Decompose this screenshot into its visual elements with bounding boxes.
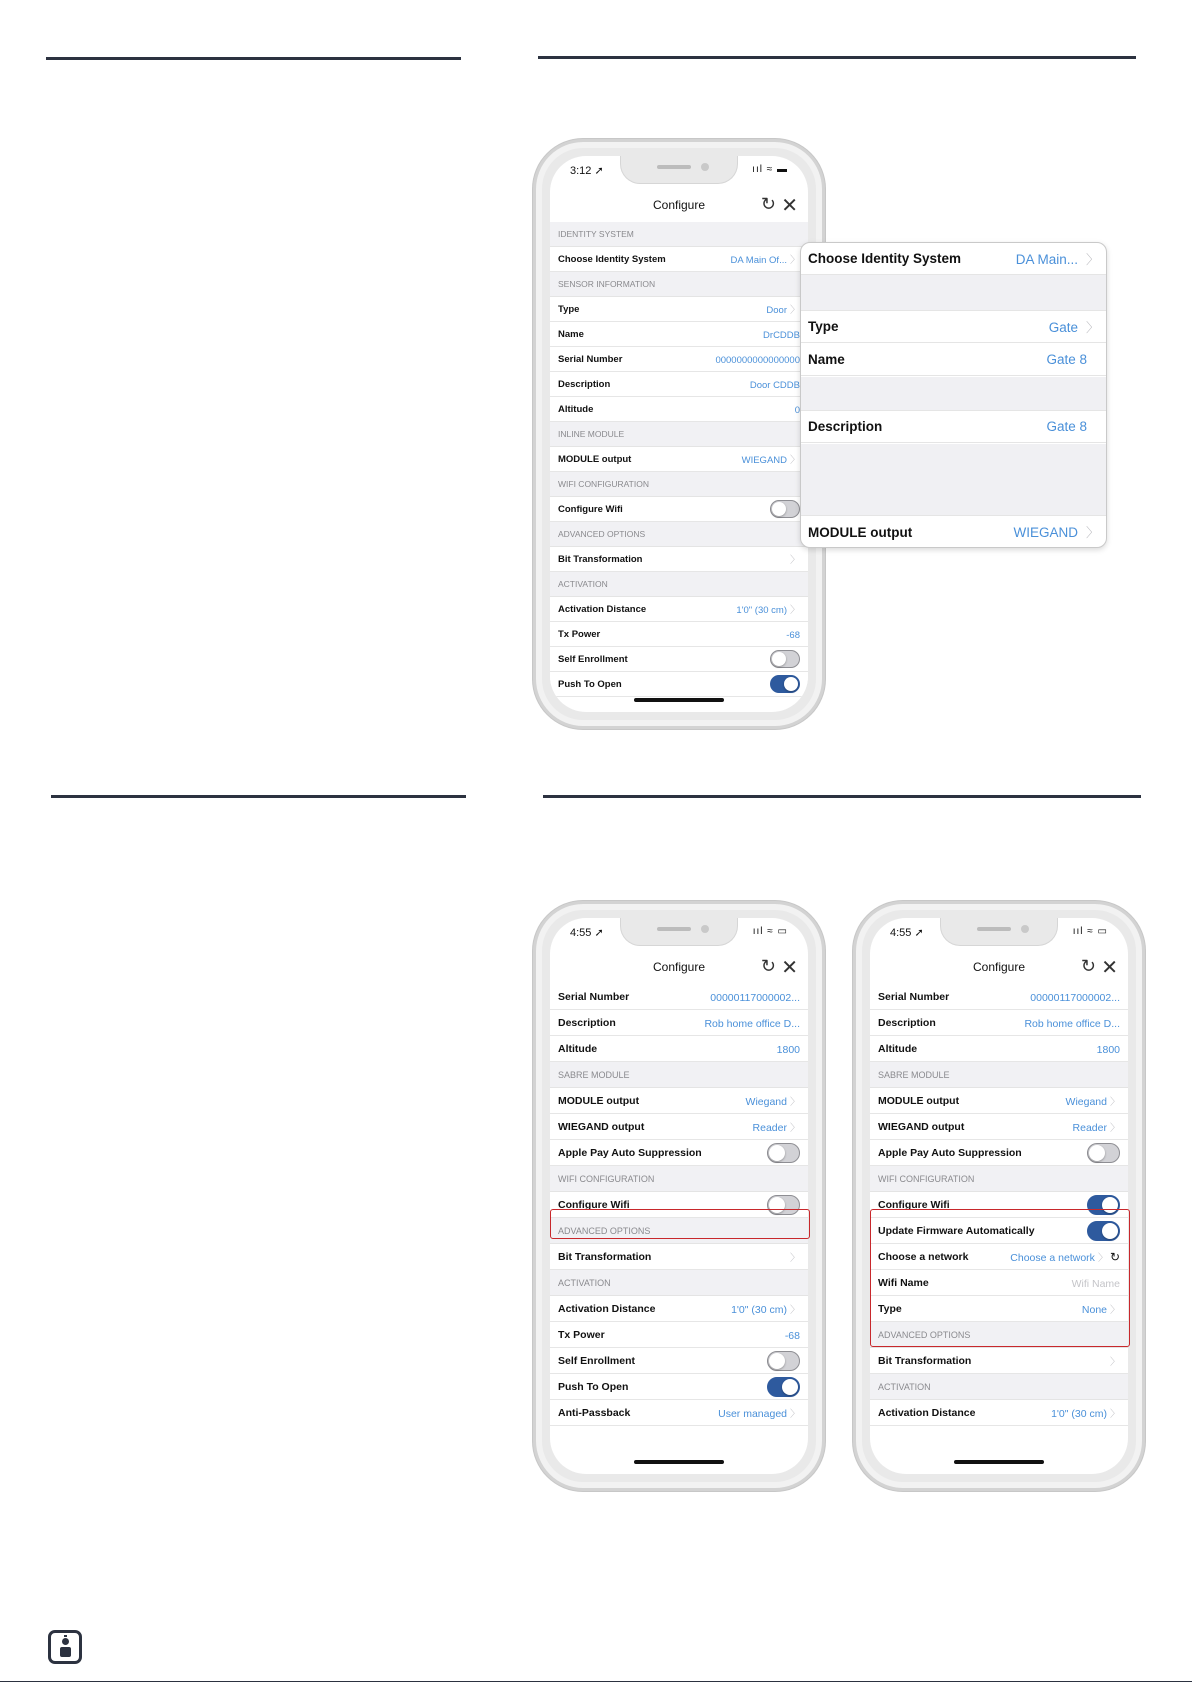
row-label: WIEGAND output [558, 1120, 645, 1133]
zoom-spacer [801, 377, 1106, 411]
row-value: 1'0" (30 cm) [736, 605, 787, 616]
row-value: -68 [784, 1329, 800, 1342]
home-indicator[interactable] [634, 698, 724, 702]
bottom-rule [0, 1681, 1192, 1682]
nav-bar [550, 952, 808, 982]
row-label: Update Firmware Automatically [878, 1224, 1035, 1237]
settings-row-altitude[interactable] [550, 1036, 808, 1062]
phone-screen [550, 918, 808, 1474]
highlight-configure-wifi [550, 1209, 810, 1239]
section-header-label: INLINE MODULE [558, 429, 625, 439]
close-icon[interactable]: ✕ [1101, 957, 1118, 979]
zoom-row-description[interactable] [801, 411, 1106, 443]
zoom-row-choose-identity[interactable] [801, 243, 1106, 275]
row-value: DA Main Of... [730, 255, 787, 266]
row-label: MODULE output [558, 453, 632, 465]
row-label: Activation Distance [558, 1302, 656, 1315]
row-value: WIEGAND [741, 455, 787, 466]
row-label: Altitude [878, 1042, 918, 1055]
status-time: 4:55 [890, 927, 912, 939]
settings-row-apple-pay-auto-suppression[interactable] [550, 1140, 808, 1166]
section-header-identity-system [550, 222, 808, 247]
chevron-right-icon: 〉 [1085, 525, 1099, 540]
row-value-group [736, 600, 800, 618]
zoom-label: Description [808, 419, 883, 434]
section-header-sabre-module [870, 1062, 1128, 1088]
home-indicator[interactable] [634, 1460, 724, 1464]
row-value: Rob home office D... [1024, 1017, 1120, 1030]
settings-row-name[interactable] [550, 322, 808, 347]
row-value-group [786, 625, 800, 643]
row-value-group [1024, 1014, 1120, 1032]
status-bar [570, 926, 788, 942]
row-value-group [1066, 1092, 1120, 1110]
zoom-label: Choose Identity System [808, 251, 962, 266]
settings-row-anti-passback[interactable] [550, 1400, 808, 1426]
settings-row-self-enrollment[interactable] [550, 647, 808, 672]
row-label: Wifi Name [878, 1276, 929, 1289]
row-label: Type [558, 303, 580, 315]
zoom-spacer [801, 444, 1106, 516]
settings-row-module-output[interactable] [870, 1088, 1128, 1114]
settings-row-altitude[interactable] [870, 1036, 1128, 1062]
section-rule-mid-right [543, 795, 1141, 798]
section-header-label: ACTIVATION [558, 579, 608, 589]
settings-list [550, 222, 808, 712]
row-value: Rob home office D... [704, 1017, 800, 1030]
row-value-group [1073, 1118, 1120, 1136]
chevron-right-icon: 〉 [790, 1304, 800, 1316]
settings-row-tx-power[interactable] [550, 1322, 808, 1348]
row-label: Push To Open [558, 678, 622, 690]
settings-row-wiegand-output[interactable] [870, 1114, 1128, 1140]
nav-title: Configure [972, 960, 1026, 974]
row-value-group [742, 450, 800, 468]
row-label: Choose a network [878, 1250, 969, 1263]
section-header-label: ACTIVATION [558, 1277, 611, 1288]
close-icon[interactable]: ✕ [781, 957, 798, 979]
row-value-group [731, 250, 801, 268]
phone-configure-identity [533, 139, 825, 729]
row-value-group [1030, 988, 1120, 1006]
section-header-label: WIFI CONFIGURATION [878, 1173, 975, 1184]
settings-row-serial-number[interactable] [870, 984, 1128, 1010]
phone-screen [550, 156, 808, 712]
section-header-label: IDENTITY SYSTEM [558, 229, 634, 239]
row-value-group [785, 1326, 800, 1344]
row-value-group [710, 988, 800, 1006]
row-value-group [731, 1300, 800, 1318]
phone-configure-wifi-off [533, 901, 825, 1491]
settings-row-choose-identity-system[interactable] [550, 247, 808, 272]
chevron-right-icon: 〉 [790, 305, 800, 316]
section-header-wifi-configuration [870, 1166, 1128, 1192]
settings-row-push-to-open[interactable] [550, 1374, 808, 1400]
row-label: WIEGAND output [878, 1120, 965, 1133]
section-header-label: SENSOR INFORMATION [558, 279, 656, 289]
row-label: Push To Open [558, 1380, 629, 1393]
row-label: Bit Transformation [558, 1250, 652, 1263]
section-header-sensor-information [550, 272, 808, 297]
settings-row-module-output[interactable] [550, 447, 808, 472]
row-label: Description [558, 1016, 616, 1029]
row-value: Reader [752, 1121, 787, 1134]
section-rule-mid-left [51, 795, 466, 798]
chevron-right-icon: 〉 [1085, 319, 1099, 335]
zoom-row-name[interactable] [801, 344, 1106, 376]
row-value: -68 [786, 630, 800, 641]
settings-row-altitude[interactable] [550, 397, 808, 422]
row-label: Activation Distance [878, 1406, 976, 1419]
section-header-advanced-options [550, 522, 808, 547]
settings-row-activation-distance[interactable] [550, 1296, 808, 1322]
chevron-right-icon: 〉 [1110, 1356, 1120, 1368]
row-value: 00000117000002... [1030, 991, 1120, 1004]
row-label: Altitude [558, 1042, 598, 1055]
row-label: Bit Transformation [558, 553, 643, 565]
status-bar [890, 926, 1108, 942]
section-header-label: SABRE MODULE [878, 1069, 950, 1080]
refresh-icon[interactable]: ↻ [1080, 956, 1096, 976]
toggle-switch[interactable] [770, 500, 800, 518]
row-label: Configure Wifi [558, 1198, 630, 1211]
settings-row-apple-pay-auto-suppression[interactable] [870, 1140, 1128, 1166]
section-header-label: WIFI CONFIGURATION [558, 479, 649, 489]
home-indicator[interactable] [954, 1460, 1044, 1464]
section-header-label: ADVANCED OPTIONS [558, 529, 646, 539]
refresh-icon[interactable]: ↻ [1109, 1249, 1120, 1264]
zoom-value: Gate 8 [1046, 352, 1087, 367]
highlight-wifi-settings [870, 1209, 1130, 1347]
row-value: Door CDDB [749, 380, 800, 391]
zoom-row-type[interactable] [801, 311, 1106, 343]
row-value: 1800 [1096, 1043, 1120, 1056]
location-arrow-icon: ➚ [594, 165, 604, 177]
zoom-value: Gate 8 [1046, 419, 1087, 434]
row-value: User managed [718, 1407, 787, 1420]
section-header-activation [550, 572, 808, 597]
row-label: Bit Transformation [878, 1354, 972, 1367]
settings-row-activation-distance[interactable] [550, 597, 808, 622]
zoom-value: Gate [1048, 319, 1078, 335]
row-label: Serial Number [878, 990, 950, 1003]
row-label: Tx Power [558, 628, 601, 640]
section-header-label: WIFI CONFIGURATION [558, 1173, 655, 1184]
row-label: Serial Number [558, 353, 623, 365]
row-label: Activation Distance [558, 603, 647, 615]
row-label: Name [558, 328, 584, 340]
toggle-switch[interactable] [770, 650, 800, 668]
row-label: MODULE output [558, 1094, 640, 1107]
row-label: Configure Wifi [878, 1198, 950, 1211]
zoom-spacer [801, 275, 1106, 311]
location-arrow-icon: ➚ [914, 927, 924, 939]
section-rule-top-left [46, 57, 461, 60]
row-label: Description [558, 378, 611, 390]
toggle-switch[interactable] [767, 1377, 800, 1397]
row-value-group [753, 1118, 800, 1136]
row-value: 0000000000000000 [715, 355, 800, 366]
chevron-right-icon: 〉 [790, 1122, 800, 1134]
settings-row-tx-power[interactable] [550, 622, 808, 647]
zoom-label: MODULE output [808, 524, 913, 540]
section-header-sabre-module [550, 1062, 808, 1088]
section-header-label: ADVANCED OPTIONS [558, 1225, 651, 1236]
section-header-activation [550, 1270, 808, 1296]
row-value-group [718, 1404, 800, 1422]
row-value: Choose a network [1010, 1251, 1095, 1264]
location-arrow-icon: ➚ [594, 927, 604, 939]
zoom-label: Type [808, 319, 839, 334]
nav-title: Configure [652, 198, 706, 212]
chevron-right-icon: 〉 [790, 1408, 800, 1420]
row-label: Tx Power [558, 1328, 605, 1341]
row-value-group [1051, 1404, 1120, 1422]
row-value-group [763, 325, 800, 343]
refresh-icon[interactable]: ↻ [760, 194, 776, 214]
phone-configure-wifi-on [853, 901, 1145, 1491]
settings-row-serial-number[interactable] [550, 984, 808, 1010]
settings-row-bit-transformation[interactable] [550, 547, 808, 572]
row-value-group [746, 1092, 800, 1110]
toggle-switch[interactable] [1087, 1143, 1120, 1163]
section-rule-top-right [538, 56, 1136, 59]
zoom-label: Name [808, 352, 845, 367]
section-header-label: ACTIVATION [878, 1381, 931, 1392]
status-bar [570, 164, 788, 180]
chevron-right-icon: 〉 [1110, 1096, 1120, 1108]
close-icon[interactable]: ✕ [781, 195, 798, 217]
refresh-icon[interactable]: ↻ [760, 956, 776, 976]
row-value: 00000117000002... [710, 991, 800, 1004]
settings-row-description[interactable] [870, 1010, 1128, 1036]
section-header-label: SABRE MODULE [558, 1069, 630, 1080]
phone-screen [870, 918, 1128, 1474]
row-value: Wiegand [1065, 1095, 1107, 1108]
zoom-value: DA Main... [1015, 251, 1078, 267]
row-value-group [787, 550, 800, 568]
settings-row-bit-transformation[interactable] [550, 1244, 808, 1270]
section-header-wifi-configuration [550, 472, 808, 497]
status-time: 4:55 [570, 927, 592, 939]
section-header-wifi-configuration [550, 1166, 808, 1192]
row-value-group [787, 1248, 800, 1266]
row-value: None [1081, 1303, 1107, 1316]
chevron-right-icon: 〉 [1085, 251, 1099, 267]
row-value: 1'0" (30 cm) [731, 1303, 787, 1316]
row-label: Anti-Passback [558, 1406, 631, 1419]
row-label: Altitude [558, 403, 594, 415]
chevron-right-icon: 〉 [790, 455, 800, 466]
row-label: Apple Pay Auto Suppression [558, 1146, 702, 1159]
row-value: 0 [794, 405, 800, 416]
settings-row-activation-distance[interactable] [870, 1400, 1128, 1426]
chevron-right-icon: 〉 [790, 1252, 800, 1264]
settings-row-self-enrollment[interactable] [550, 1348, 808, 1374]
row-value-group [766, 300, 800, 318]
settings-row-push-to-open[interactable] [550, 672, 808, 697]
row-value: 1800 [776, 1043, 800, 1056]
nav-title: Configure [652, 960, 706, 974]
row-value: DrCDDB [763, 330, 800, 341]
row-value-group [750, 375, 800, 393]
row-label: Choose Identity System [558, 253, 666, 265]
row-value-group [715, 350, 800, 368]
toggle-switch[interactable] [767, 1351, 800, 1371]
settings-row-bit-transformation[interactable] [870, 1348, 1128, 1374]
nav-bar [550, 190, 808, 220]
row-label: Type [878, 1302, 902, 1315]
row-value: Wiegand [745, 1095, 787, 1108]
row-value: Reader [1072, 1121, 1107, 1134]
row-value: Door [766, 305, 787, 316]
settings-row-type[interactable] [550, 297, 808, 322]
chevron-right-icon: 〉 [1097, 1252, 1108, 1264]
status-icons: ııl ≈ ▭ [752, 926, 788, 937]
row-value-group [1107, 1352, 1120, 1370]
row-label: Apple Pay Auto Suppression [878, 1146, 1022, 1159]
toggle-switch[interactable] [770, 675, 800, 693]
row-label: Self Enrollment [558, 1354, 636, 1367]
chevron-right-icon: 〉 [790, 255, 800, 266]
row-label: Self Enrollment [558, 653, 628, 665]
zoom-detail-panel [800, 242, 1107, 548]
row-label: Description [878, 1016, 936, 1029]
settings-row-module-output[interactable] [550, 1088, 808, 1114]
chevron-right-icon: 〉 [790, 1096, 800, 1108]
row-label: Configure Wifi [558, 503, 623, 515]
settings-row-configure-wifi[interactable] [550, 497, 808, 522]
phone-user-icon [48, 1630, 82, 1664]
row-value-group [777, 1040, 800, 1058]
chevron-right-icon: 〉 [790, 605, 800, 616]
chevron-right-icon: 〉 [1110, 1122, 1120, 1134]
toggle-switch[interactable] [767, 1143, 800, 1163]
row-label: MODULE output [878, 1094, 960, 1107]
zoom-value: WIEGAND [1013, 525, 1078, 540]
row-label: Serial Number [558, 990, 630, 1003]
status-icons: ııl ≈ ▬ [752, 164, 788, 175]
section-header-activation [870, 1374, 1128, 1400]
settings-row-serial-number[interactable] [550, 347, 808, 372]
row-value-group [1097, 1040, 1120, 1058]
row-value: Wifi Name [1071, 1277, 1120, 1290]
section-header-inline-module [550, 422, 808, 447]
status-time: 3:12 [570, 165, 592, 177]
settings-row-description[interactable] [550, 1010, 808, 1036]
chevron-right-icon: 〉 [1110, 1304, 1120, 1316]
settings-row-wiegand-output[interactable] [550, 1114, 808, 1140]
settings-row-description[interactable] [550, 372, 808, 397]
zoom-row-module-output[interactable] [801, 516, 1106, 548]
status-icons: ııl ≈ ▭ [1072, 926, 1108, 937]
row-value-group [704, 1014, 800, 1032]
nav-bar [870, 952, 1128, 982]
row-value: 1'0" (30 cm) [1051, 1407, 1107, 1420]
chevron-right-icon: 〉 [790, 555, 800, 566]
chevron-right-icon: 〉 [1110, 1408, 1120, 1420]
section-header-label: ADVANCED OPTIONS [878, 1329, 971, 1340]
